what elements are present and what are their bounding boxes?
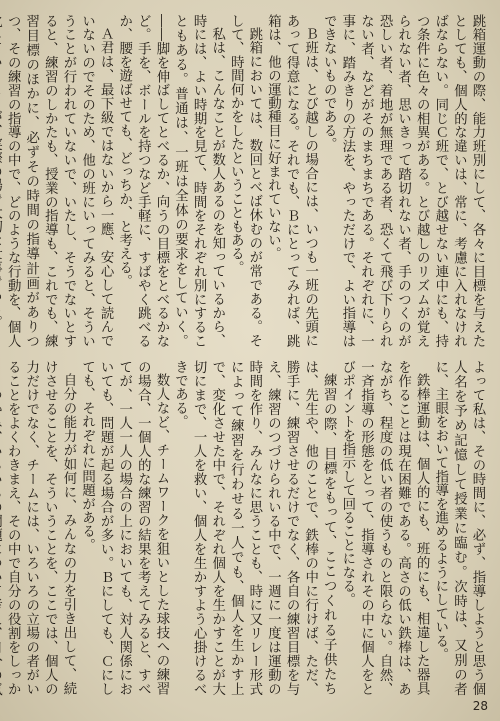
paragraph: Ａ君は、最下級ではないから一應、安心して読んでいないのでそのため、他の班にいってみると、そういうことが行われていないで、いたし、そうでないとすると、練習のしかたも、授業の指導も、これでも、練習目標のほかに、必ずその時間の指導計画がありつつ、その練習の指導の中で、どのような行動を、個人: [5, 14, 114, 348]
paragraph: 跳箱においては、数回とべば休むのが常である。そして、時間何かをしたということもある。: [228, 14, 262, 348]
paragraph: 数人など、チームワークを狙いとした球技への練習の場合、一個人的な練習の結果を考えてみると、すべてが、一人一人の場合の上においても、対人関係においても、問題が起る場合が多い。Ｂにしても、Ｃにしても、それぞれに問題がある。: [79, 360, 169, 696]
paragraph: 私は、こんなことが数人あるのを知っているから、時には、よい時期を見て、時間をそれぞれ別にすることもある。普通は、一班は全体の要求をしていく。――脚を伸ばしてとべるか、向うの目標をとべるかなど。手を、ボールを持つなど手軽に、すばやく跳べるか、腰を遊ばせても、どっちか、と考える。: [116, 14, 225, 348]
top-text-block: [5, 14, 486, 348]
paragraph: 跳箱運動の際、能力班別にして、各々に目標を与えたとしても、個人的な違いは、常に、考慮に入れなければならない。同じＣ班で、とび越せない連中にも、持つ条件に色々の相異がある。とび越しのリズムが覚えられない者、思いきって踏切れない者、手のつくのが恐しい者、着地が無理である者、恐くて飛び下りられない者、などがそのまちまちである。それぞれに、一事に、踏みきりの方法を、やっただけで、よい指導はできないものである。: [321, 14, 485, 348]
paragraph: 鉄棒運動は、個人的にも、班的にも、相違した器具を作ることは現在困難である。高さの低い鉄棒は、あながち、程度の低い者の使うものと限らない。自然、一斉指導の形態をとって、指導されその中に個人をとびポイントを指示して回ることになる。: [339, 360, 430, 696]
paragraph: 自分の能力が如何に、みんなの力を引き出して、続けさせることを、そういうことを、ここでは、個人の力だけでなく、チームには、いろいろの立場の者がいることをよくわきまえ、その中で自分の役割をしっか: [5, 360, 76, 696]
paragraph: Ｂ班は、とび越しの場合には、いつも一班の先頭にあって得意になる。それでも、Ｂにとってみれば、跳箱は、他の運動種目に好まれていない。: [265, 14, 318, 348]
paragraph: よって私は、その時間に、必ず、指導しようと思う個人名を予め記憶して授業に臨む。次時は、又別の者に、主眼をおいて指導を進めるようにしている。: [432, 360, 485, 696]
bottom-text-block: [5, 360, 486, 696]
page-number: 28: [472, 699, 488, 713]
paragraph: 練習の際、目標をもって、ここつくれる子供たちは、先生や、他のことで、鉄棒の中に行けば、ただ、勝手に、練習させるだけでなく、各自の練習目標を与え、練習のつづけられいる中で、一週に一度は運動の時間を作り、みんなに思うことも、時に又リレー形式によって練習を行わせる一人でも、個人を生かす上で、変化させた中で、それぞれ個人を生かすことが大切にまで、一人を救い、個人を生かすよう心掛けるべきである。: [172, 360, 337, 696]
